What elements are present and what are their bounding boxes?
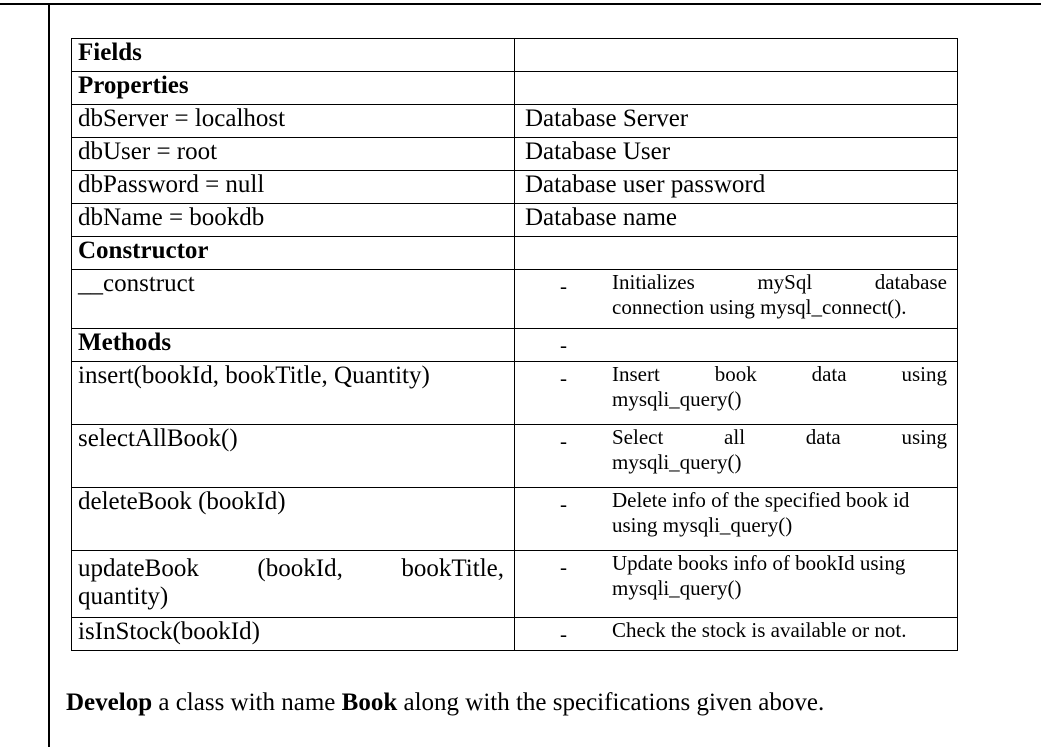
cell-property-desc: Database user password: [515, 171, 958, 204]
desc-line: mysqli_query(): [612, 576, 742, 600]
cell-property-name: dbUser = root: [72, 138, 515, 171]
cell-constructor-heading: Constructor: [72, 237, 515, 270]
instruction-text: along with the specifications given above.: [397, 689, 825, 716]
cell-method-name: deleteBook (bookId): [72, 488, 515, 551]
bullet-dash: -: [560, 555, 567, 579]
table-row: [72, 39, 958, 72]
table-row: [72, 362, 958, 425]
table-row: [72, 270, 958, 329]
cell-properties-heading: Properties: [72, 72, 515, 105]
cell-method-desc: [515, 425, 958, 488]
table-row: [72, 204, 958, 237]
cell-method-desc: [515, 551, 958, 618]
cell-method-desc: [515, 362, 958, 425]
cell-property-name: dbServer = localhost: [72, 105, 515, 138]
cell-fields-heading: Fields: [72, 39, 515, 72]
desc-line: mysqli_query(): [612, 450, 742, 474]
table-row: [72, 329, 958, 362]
desc-line: Insert book data using: [612, 362, 947, 386]
bullet-dash: -: [560, 622, 567, 646]
cell-method-desc: [515, 488, 958, 551]
class-spec-table: [71, 38, 958, 651]
desc-line: mysqli_query(): [612, 387, 742, 411]
cell-method-name: [72, 551, 515, 618]
cell-method-name: selectAllBook(): [72, 425, 515, 488]
bold-develop: Develop: [66, 689, 153, 716]
table-row: [72, 105, 958, 138]
cell-method-desc: [515, 329, 958, 362]
method-name-line: updateBook (bookId, bookTitle,: [78, 555, 504, 582]
table-row: [72, 72, 958, 105]
cell-property-desc: Database User: [515, 138, 958, 171]
table-row: [72, 488, 958, 551]
cell-property-name: dbName = bookdb: [72, 204, 515, 237]
table-row: [72, 171, 958, 204]
table-row: [72, 425, 958, 488]
desc-line: Update books info of bookId using: [612, 551, 906, 575]
frame-left-border: [48, 3, 50, 747]
desc-line: using mysqli_query(): [612, 513, 793, 537]
table-row: [72, 551, 958, 618]
cell-method-desc: [515, 270, 958, 329]
cell-property-name: dbPassword = null: [72, 171, 515, 204]
cell-empty: [515, 39, 958, 72]
desc-line: Check the stock is available or not.: [612, 618, 907, 642]
method-name-line: quantity): [78, 583, 169, 610]
cell-property-desc: Database name: [515, 204, 958, 237]
cell-property-desc: Database Server: [515, 105, 958, 138]
frame-top-border: [0, 3, 1041, 5]
bullet-dash: -: [560, 333, 567, 357]
table-row: [72, 138, 958, 171]
bold-class-name: Book: [341, 689, 398, 716]
instruction-text: a class with name: [152, 689, 342, 716]
cell-method-desc: [515, 618, 958, 651]
cell-empty: [515, 72, 958, 105]
bullet-dash: -: [560, 429, 567, 453]
bullet-dash: -: [560, 274, 567, 298]
table-row: [72, 237, 958, 270]
desc-line: Delete info of the specified book id: [612, 488, 910, 512]
cell-method-name: insert(bookId, bookTitle, Quantity): [72, 362, 515, 425]
desc-line: connection using mysql_connect().: [612, 295, 907, 319]
cell-method-name: __construct: [72, 270, 515, 329]
desc-line: Select all data using: [612, 425, 947, 449]
bullet-dash: -: [560, 366, 567, 390]
cell-method-name: isInStock(bookId): [72, 618, 515, 651]
cell-empty: [515, 237, 958, 270]
task-instruction: [66, 688, 824, 718]
desc-line: Initializes mySql database: [612, 270, 947, 294]
bullet-dash: -: [560, 492, 567, 516]
table-row: [72, 618, 958, 651]
cell-methods-heading: Methods: [72, 329, 515, 362]
